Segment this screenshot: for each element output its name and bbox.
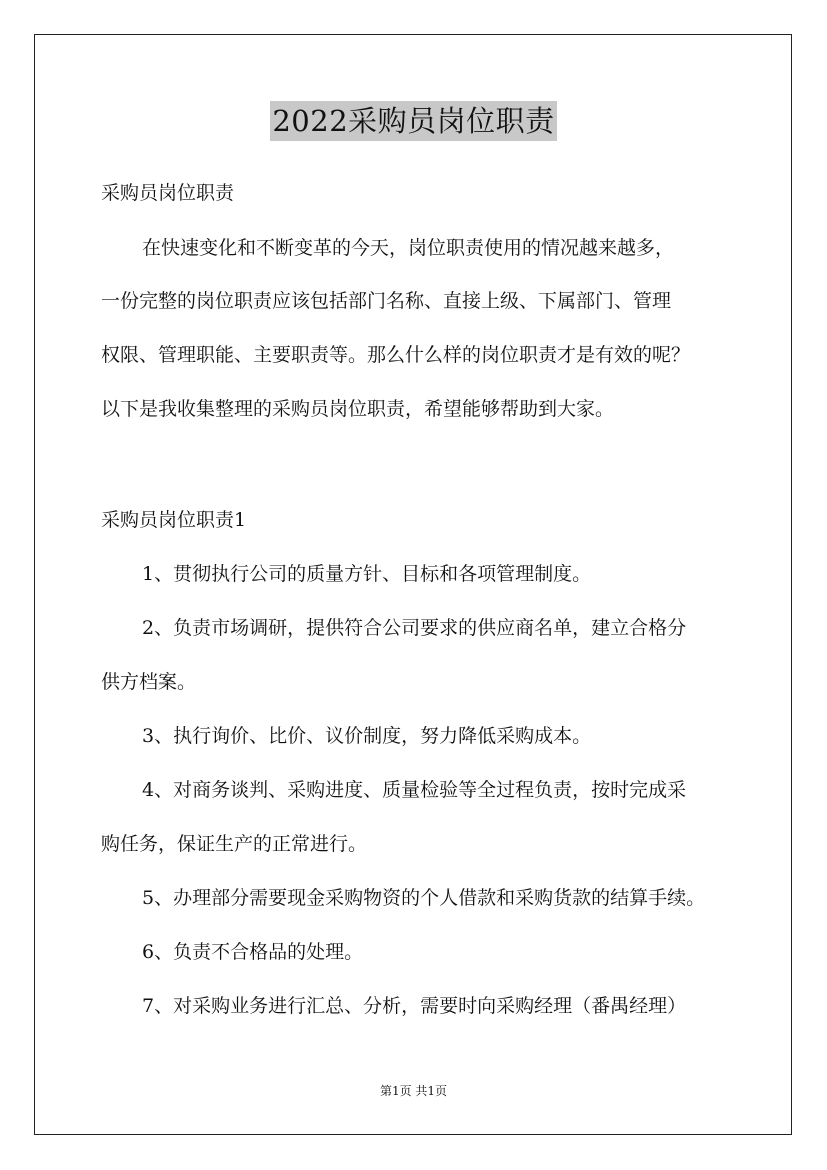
duty-item: 2、负责市场调研，提供符合公司要求的供应商名单，建立合格分 [142,617,687,639]
intro-paragraph-line: 以下是我收集整理的采购员岗位职责，希望能够帮助到大家。 [101,398,615,420]
document-title: 2022采购员岗位职责 [270,101,556,141]
duty-item: 1、贯彻执行公司的质量方针、目标和各项管理制度。 [142,563,592,585]
page-footer: 第1页 共1页 [379,1084,448,1098]
section-heading: 采购员岗位职责1 [101,509,247,531]
intro-paragraph-line: 在快速变化和不断变革的今天，岗位职责使用的情况越来越多， [142,237,675,259]
duty-item: 3、执行询价、比价、议价制度，努力降低采购成本。 [142,725,592,747]
duty-item: 5、办理部分需要现金采购物资的个人借款和采购货款的结算手续。 [142,887,706,909]
intro-heading: 采购员岗位职责 [101,182,235,204]
intro-paragraph-line: 一份完整的岗位职责应该包括部门名称、直接上级、下属部门、管理 [101,290,672,312]
duty-item: 7、对采购业务进行汇总、分析，需要时向采购经理（番禺经理） [142,995,687,1017]
duty-item: 4、对商务谈判、采购进度、质量检验等全过程负责，按时完成采 [142,779,687,801]
duty-item-continuation: 购任务，保证生产的正常进行。 [101,833,368,855]
intro-paragraph-line: 权限、管理职能、主要职责等。那么什么样的岗位职责才是有效的呢？ [101,344,691,366]
duty-item: 6、负责不合格品的处理。 [142,941,364,963]
duty-item-continuation: 供方档案。 [101,671,197,693]
